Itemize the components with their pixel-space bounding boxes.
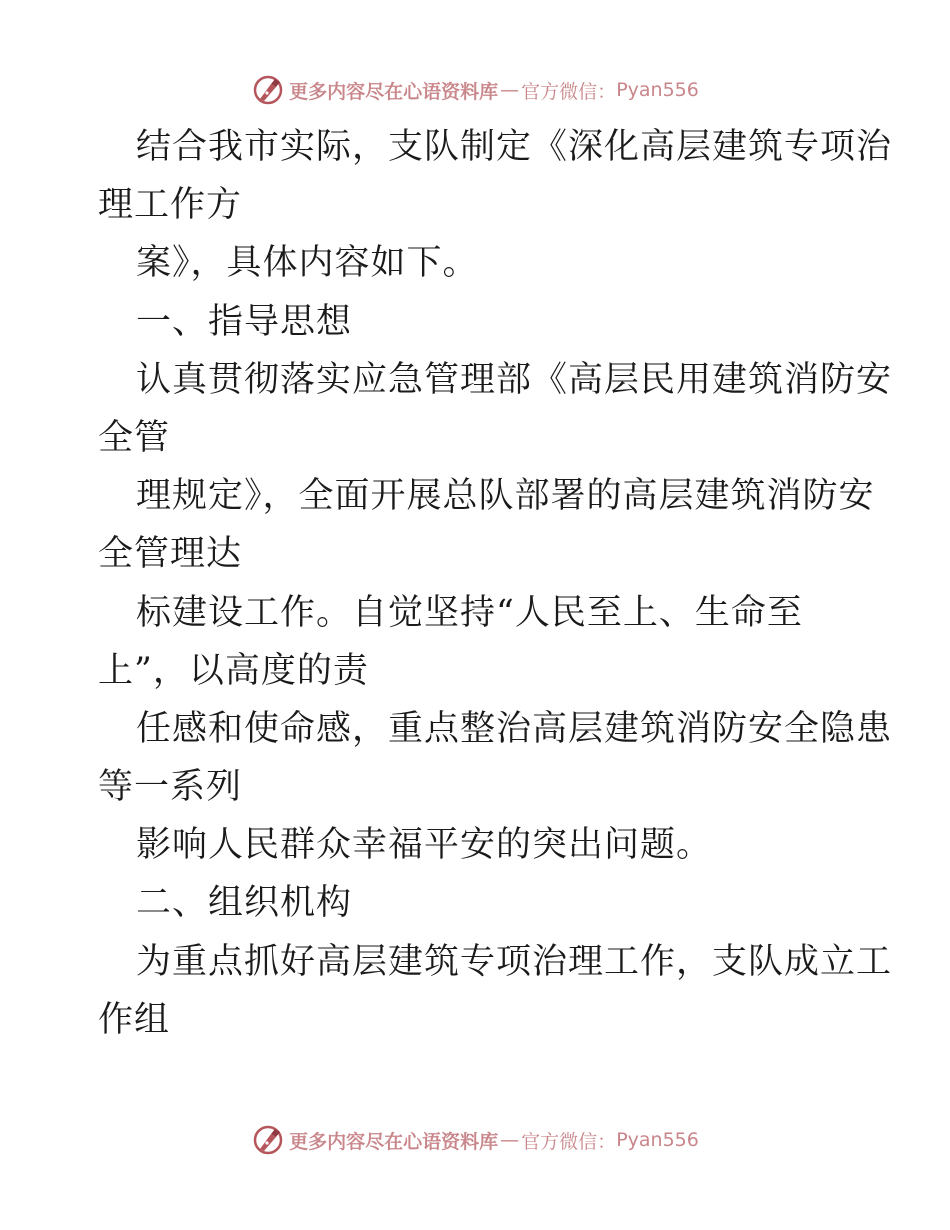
text-line: 标建设工作。自觉坚持“人民至上、生命至 (136, 592, 803, 633)
document-body (98, 118, 893, 1049)
text-line: 结合我市实际，支队制定《深化高层建筑专项治 (136, 127, 893, 167)
text-line: 为重点抓好高层建筑专项治理工作，支队成立工 (136, 941, 893, 982)
section-heading: 二、组织机构 (136, 883, 353, 924)
text-line: 全管理达 (98, 534, 243, 575)
pen-nib-circle-icon (251, 1123, 285, 1157)
footer-watermark (0, 1120, 950, 1160)
text-line: 理工作方 (98, 185, 243, 226)
watermark-wechat-label: 官方微信： (521, 1130, 617, 1153)
section-heading: 一、指导思想 (136, 301, 353, 342)
pen-nib-circle-icon (251, 73, 285, 107)
header-watermark (0, 70, 950, 110)
watermark-brand: 更多内容尽在心语资料库 (289, 80, 499, 103)
watermark-brand: 更多内容尽在心语资料库 (289, 1130, 499, 1153)
text-line: 任感和使命感，重点整治高层建筑消防安全隐患 (136, 708, 893, 749)
text-line: 等一系列 (98, 767, 243, 808)
text-line: 影响人民群众幸福平安的突出问题。 (136, 825, 713, 866)
watermark-dash: — (500, 79, 520, 101)
watermark-wechat-id: Pyan556 (616, 1129, 699, 1151)
watermark-dash: — (500, 1129, 520, 1151)
watermark-wechat-id: Pyan556 (616, 79, 699, 101)
text-line: 案》，具体内容如下。 (136, 243, 479, 284)
text-line: 认真贯彻落实应急管理部《高层民用建筑消防安 (136, 359, 893, 400)
text-line: 理规定》，全面开展总队部署的高层建筑消防安 (136, 476, 875, 517)
text-line: 上”，以高度的责 (98, 650, 369, 691)
text-line: 作组 (98, 999, 171, 1040)
text-line: 全管 (98, 417, 171, 458)
watermark-wechat-label: 官方微信： (521, 80, 617, 103)
